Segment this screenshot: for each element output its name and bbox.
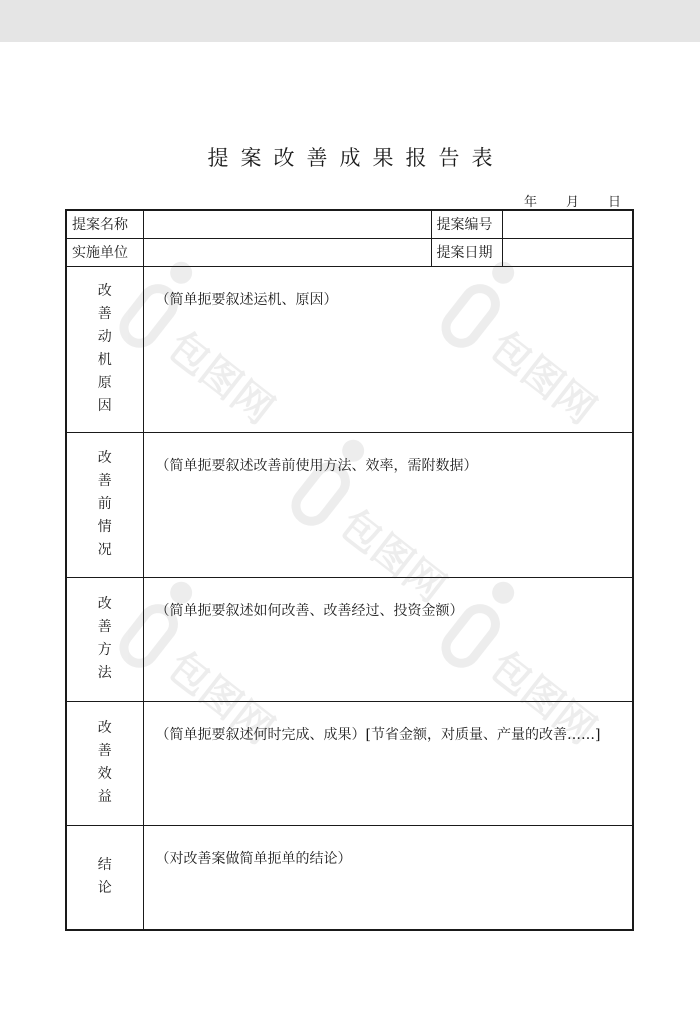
- section-motive-hint: （简单扼要叙述运机、原因）: [155, 291, 338, 308]
- section-conclusion-row: [66, 825, 633, 930]
- section-before-field[interactable]: [143, 432, 633, 577]
- watermark-text: 包图网: [159, 323, 282, 434]
- section-method-field[interactable]: [143, 577, 633, 701]
- label-char: 法: [97, 665, 112, 681]
- proposal-name-field[interactable]: [143, 210, 431, 238]
- form-row-unit: [66, 238, 633, 266]
- proposal-number-label: 提案编号: [431, 210, 502, 238]
- label-char: 改: [97, 720, 112, 736]
- label-char: 况: [97, 542, 112, 558]
- section-method-label: [66, 577, 143, 701]
- section-benefit-hint: （简单扼要叙述何时完成、成果）[节省金额，对质量、产量的改善……]: [155, 726, 601, 743]
- section-motive-field[interactable]: [143, 266, 633, 432]
- date-month-label: 月: [566, 195, 580, 210]
- top-bar: [0, 0, 700, 42]
- label-char: 动: [97, 329, 112, 345]
- section-before-hint: （简单扼要叙述改善前使用方法、效率，需附数据）: [155, 457, 478, 474]
- watermark-text: 包图网: [331, 501, 454, 612]
- date-year-label: 年: [524, 195, 538, 210]
- form-row-name: [66, 210, 633, 238]
- proposal-number-field[interactable]: [502, 210, 633, 238]
- section-conclusion-field[interactable]: [143, 825, 633, 930]
- proposal-date-label: 提案日期: [431, 238, 502, 266]
- label-char: 机: [97, 352, 112, 368]
- label-char: 情: [97, 519, 112, 535]
- watermark-text: 包图网: [481, 323, 604, 434]
- label-char: 益: [97, 789, 112, 805]
- label-char: 善: [97, 619, 112, 635]
- section-conclusion-label: [66, 825, 143, 930]
- watermark-text: 包图网: [159, 643, 282, 754]
- proposal-name-label: 提案名称: [66, 210, 143, 238]
- label-char: 结: [97, 857, 112, 874]
- implementing-unit-field[interactable]: [143, 238, 431, 266]
- label-char: 改: [97, 450, 112, 466]
- label-char: 善: [97, 306, 112, 322]
- label-char: 善: [97, 743, 112, 759]
- section-method-hint: （简单扼要叙述如何改善、改善经过、投资金额）: [155, 602, 464, 619]
- label-char: 改: [97, 596, 112, 612]
- label-char: 论: [97, 880, 112, 897]
- label-char: 效: [97, 766, 112, 782]
- section-before-label: [66, 432, 143, 577]
- section-benefit-row: [66, 701, 633, 825]
- form-title: 提案改善成果报告表: [207, 146, 505, 170]
- section-motive-row: [66, 266, 633, 432]
- label-char: 方: [97, 642, 112, 658]
- section-motive-label: [66, 266, 143, 432]
- label-char: 因: [97, 398, 112, 414]
- label-char: 原: [97, 375, 112, 391]
- proposal-date-field[interactable]: [502, 238, 633, 266]
- watermark-text: 包图网: [481, 643, 604, 754]
- date-day-label: 日: [608, 195, 622, 210]
- label-char: 前: [97, 496, 112, 512]
- report-form-table: [65, 209, 634, 931]
- label-char: 善: [97, 473, 112, 489]
- section-benefit-label: [66, 701, 143, 825]
- implementing-unit-label: 实施单位: [66, 238, 143, 266]
- section-benefit-field[interactable]: [143, 701, 633, 825]
- section-before-row: [66, 432, 633, 577]
- section-conclusion-hint: （对改善案做简单扼单的结论）: [155, 850, 352, 867]
- label-char: 改: [97, 283, 112, 299]
- section-method-row: [66, 577, 633, 701]
